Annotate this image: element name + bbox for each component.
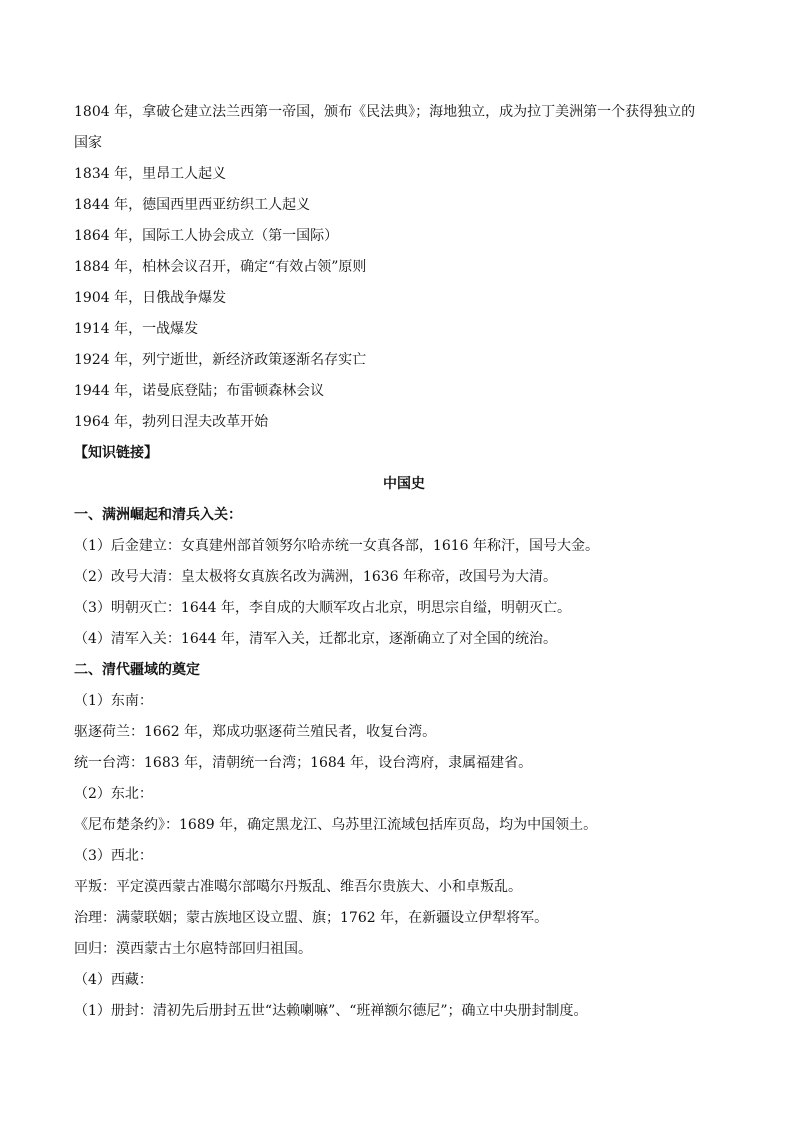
section-title: 中国史 xyxy=(383,476,425,492)
part1-item: （3）明朝灭亡：1644 年，李自成的大顺军攻占北京，明思宗自缢，明朝灭亡。 xyxy=(74,600,571,616)
part2-line: 《尼布楚条约》：1689 年，确定黑龙江、乌苏里江流域包括库页岛，均为中国领土。 xyxy=(74,817,598,833)
part2-line: 平叛：平定漠西蒙古准噶尔部噶尔丹叛乱、维吾尔贵族大、小和卓叛乱。 xyxy=(74,879,522,895)
timeline-item: 1904 年，日俄战争爆发 xyxy=(74,290,227,306)
part2-line: 驱逐荷兰：1662 年，郑成功驱逐荷兰殖民者，收复台湾。 xyxy=(74,724,437,740)
timeline-item: 1924 年，列宁逝世，新经济政策逐渐名存实亡 xyxy=(74,352,367,368)
part2-line: （1）东南： xyxy=(74,693,153,709)
timeline-item: 1914 年，一战爆发 xyxy=(74,321,199,337)
document-page xyxy=(74,97,734,1027)
part2-line: （4）西藏： xyxy=(74,972,153,988)
timeline-item: 1884 年，柏林会议召开，确定“有效占领”原则 xyxy=(74,259,367,275)
part2-line: （3）西北： xyxy=(74,848,153,864)
timeline-item: 1944 年，诺曼底登陆；布雷顿森林会议 xyxy=(74,383,325,399)
timeline-item: 1844 年，德国西里西亚纺织工人起义 xyxy=(74,197,311,213)
part1-heading: 一、满洲崛起和清兵入关： xyxy=(74,507,242,523)
timeline-item: 1964 年，勃列日涅夫改革开始 xyxy=(74,414,269,430)
part2-line: 治理：满蒙联姻；蒙古族地区设立盟、旗；1762 年，在新疆设立伊犁将军。 xyxy=(74,910,549,926)
part2-heading: 二、清代疆域的奠定 xyxy=(74,662,200,678)
part1-item: （4）清军入关：1644 年，清军入关，迁都北京，逐渐确立了对全国的统治。 xyxy=(74,631,557,647)
timeline-item: 1834 年，里昂工人起义 xyxy=(74,166,227,182)
part1-item: （2）改号大清：皇太极将女真族名改为满洲，1636 年称帝，改国号为大清。 xyxy=(74,569,557,585)
timeline-item-continued: 国家 xyxy=(74,135,102,151)
knowledge-link-heading: 【知识链接】 xyxy=(74,445,158,461)
part2-line: 回归：漠西蒙古土尔扈特部回归祖国。 xyxy=(74,941,312,957)
part2-line: 统一台湾：1683 年，清朝统一台湾；1684 年，设台湾府，隶属福建省。 xyxy=(74,755,533,771)
timeline-item: 1804 年，拿破仑建立法兰西第一帝国，颁布《民法典》；海地独立，成为拉丁美洲第一个获得独立的 xyxy=(74,104,696,120)
timeline-item: 1864 年，国际工人协会成立（第一国际） xyxy=(74,228,339,244)
part2-line: （1）册封：清初先后册封五世“达赖喇嘛”、“班禅额尔德尼”；确立中央册封制度。 xyxy=(74,1003,588,1019)
part2-line: （2）东北： xyxy=(74,786,153,802)
part1-item: （1）后金建立：女真建州部首领努尔哈赤统一女真各部，1616 年称汗，国号大金。 xyxy=(74,538,599,554)
